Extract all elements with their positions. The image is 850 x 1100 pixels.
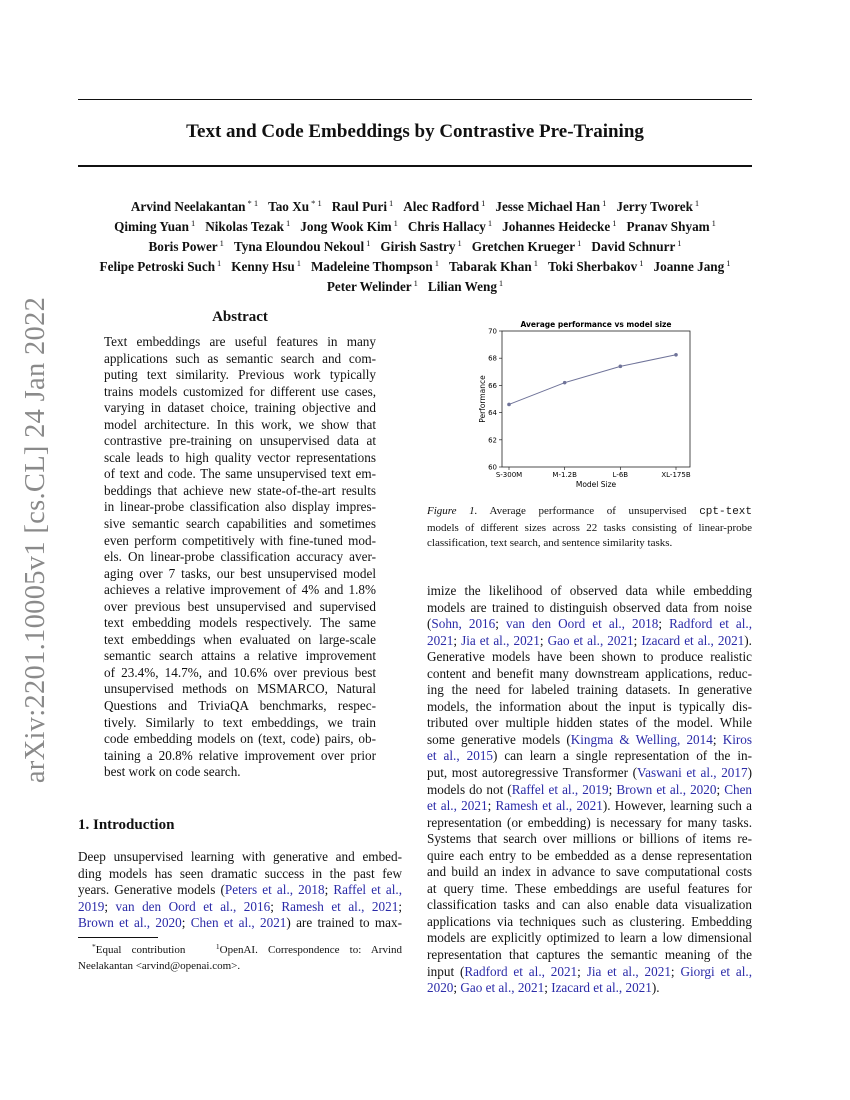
text-segment: tributed over multiple hidden states of the model. While [427,715,752,731]
text-line [78,866,402,883]
text-line [104,367,376,384]
text-segment: code embedding models on (text, code) pairs, ob- [104,731,376,747]
y-tick-label: 60 [488,463,497,472]
citation-link[interactable]: 2019 [78,898,105,914]
text-line [427,864,752,881]
text-segment: puting text similarity. Previous work typically [104,367,376,383]
text-segment: input ( [427,963,465,979]
text-segment: ; [544,980,552,996]
text-line [104,466,376,483]
text-line [427,914,752,931]
author-name: Lilian Weng [427,279,497,294]
text-line [427,616,752,633]
text-segment: even perform competitively with fine-tuned mod- [104,532,376,548]
footnote-rule [78,937,158,938]
author [300,219,398,234]
text-line [104,648,376,665]
text-segment: models do not ( [427,781,512,797]
citation-link[interactable]: Ramesh et al., 2021 [495,798,603,814]
text-segment: applications via techniques such as clustering. Embedding [427,913,752,929]
text-segment: ; [270,898,282,914]
citation-link[interactable]: Raffel et al., [333,882,403,898]
text-line [78,899,402,916]
text-line [104,499,376,516]
text-segment: model architecture. In this work, we show that [104,416,376,432]
text-segment: ; [716,781,725,797]
citation-link[interactable]: Raffel et al., 2019 [511,781,609,797]
footnote-affiliation-mark: 1 [215,942,220,951]
author [654,259,731,274]
caption-text: classification, text search, and sentence similarity tasks. [427,537,673,549]
text-segment: content and benefit many downstream applications, reduc- [427,665,752,681]
text-segment: representation that captures the semantic meaning of the [427,947,752,963]
text-line [78,915,402,932]
caption-code: cpt-text [699,506,752,518]
text-line [104,764,376,781]
abstract-heading: Abstract [212,309,268,325]
caption-text: Average performance of unsupervised [477,505,700,517]
text-segment: ; [633,632,642,648]
citation-link[interactable]: et al., 2021 [427,798,488,814]
text-segment: text embeddings when evaluated on large-scale [104,631,376,647]
text-line [427,666,752,683]
author-affiliation: 1 [389,198,394,208]
author-affiliation: 1 [612,218,617,228]
text-segment: ; [181,915,191,931]
text-segment: of 23.4%, 14.7%, and 10.6% over previous best [104,664,376,680]
author [234,239,370,254]
author [449,259,538,274]
text-line [104,698,376,715]
author [548,259,644,274]
text-line [78,849,402,866]
author-affiliation: 1 [533,258,538,268]
figure-caption [427,504,752,552]
author [502,219,616,234]
author-name: Raul Puri [331,199,388,214]
text-segment: ; [670,963,681,979]
author-row [70,235,760,255]
text-segment: ; [487,798,496,814]
text-line [104,665,376,682]
author-name: Jerry Tworek [616,199,693,214]
caption-text: models of different sizes across 22 tasks consisting of linear-probe [427,521,752,534]
text-segment: aging over 7 tasks, our best unsupervised model [104,565,376,581]
text-line [78,882,402,899]
data-point [563,381,567,385]
author-name: Tabarak Khan [448,259,532,274]
text-line [427,831,752,848]
author-affiliation: 1 [190,218,196,228]
text-line [104,400,376,417]
text-segment: ; [495,616,506,632]
author [380,239,461,254]
text-segment: best work on code search. [104,764,241,780]
footnote-mark: * [92,942,96,951]
arxiv-stamp: arXiv:2201.10005v1 [cs.CL] 24 Jan 2022 [20,296,51,784]
introduction-heading: 1. Introduction [78,817,175,833]
author-name: David Schnurr [591,239,676,254]
author-row [70,215,760,235]
author-name: Madeleine Thompson [310,259,433,274]
author-row [70,195,760,215]
text-segment: beddings that achieve new state-of-the-art results [104,482,376,498]
y-tick-label: 64 [488,409,497,418]
author-row [70,255,760,275]
author [205,219,290,234]
author-affiliation: 1 [487,218,493,228]
text-line [104,351,376,368]
y-tick-label: 66 [488,381,497,390]
text-line [104,549,376,566]
citation-link[interactable]: Jia et al., 2021 [461,632,540,648]
text-segment: varying in dataset choice, training objective and [104,400,376,416]
author-name: Boris Power [148,239,218,254]
citation-link[interactable]: Sohn, 2016 [431,616,496,632]
text-line [427,765,752,782]
author [231,259,301,274]
author-list [70,195,760,295]
citation-link[interactable]: Kingma & Welling, 2014 [570,731,713,747]
author-affiliation: 1 [481,198,486,208]
footnote-correspondence: Neelakantan <arvind@openai.com>. [78,959,241,972]
text-line [104,433,376,450]
text-segment: sive semantic search capabilities and sometimes [104,516,376,532]
text-line [104,334,376,351]
text-segment: scale leads to high quality vector representations [104,449,376,465]
text-segment: Questions and TriviaQA benchmarks, respec- [104,698,376,714]
text-segment: Deep unsupervised learning with generative and embed- [78,849,402,864]
author [403,199,485,214]
text-segment: Generative models have been shown to produce realistic [427,649,752,665]
author-name: Peter Welinder [326,279,412,294]
text-segment: ding models has seen dramatic success in the past few [78,865,402,881]
text-line [427,732,752,749]
author [591,239,681,254]
text-line [104,582,376,599]
text-segment: over previous best unsupervised and supervised [104,598,376,614]
author [472,239,582,254]
text-segment: ; [324,882,334,898]
citation-link[interactable]: 2020 [427,980,454,996]
author-row [70,275,760,295]
citation-link[interactable]: et al., 2015 [427,748,494,764]
text-segment: ( [427,616,432,632]
data-point [619,365,623,369]
title-rule [78,165,752,167]
author-name: Nikolas Tezak [205,219,285,234]
text-segment: text embedding models respectively. The same [104,615,376,631]
citation-link[interactable]: Izacard et al., 2021 [551,980,652,996]
text-segment: models, the information about the input is typically dis- [427,698,752,714]
citation-link[interactable]: Vaswani et al., 2017 [637,765,748,781]
text-segment: Text embeddings are useful features in many [104,334,376,349]
citation-link[interactable]: van den Oord et al., 2016 [115,898,271,914]
author [616,199,699,214]
text-segment: in linear-probe classification also display impres- [104,499,376,515]
text-segment: classification tasks and can also enable data visualization [427,897,752,913]
text-segment: put, most autoregressive Transformer ( [427,765,638,781]
text-segment: achieves a relative improvement of 4% and 1.8% [104,582,376,598]
citation-link[interactable]: Gao et al., 2021 [547,632,634,648]
text-line [427,649,752,666]
author [114,219,195,234]
citation-link[interactable]: Jia et al., 2021 [586,963,671,979]
introduction-text [78,849,402,932]
author [626,219,715,234]
text-segment: els. On linear-probe classification accuracy aver- [104,549,376,565]
performance-chart [460,315,710,495]
author [408,219,492,234]
text-segment: ; [577,963,587,979]
text-line [104,681,376,698]
text-segment: ) can learn a single representation of the in- [493,748,752,764]
x-tick-label: M-1.2B [552,471,577,479]
introduction-text-continued [427,583,752,997]
citation-link[interactable]: Giorgi et al., [680,963,752,979]
text-segment: models are explicitly optimized to learn a low dimensional [427,930,752,946]
text-line [427,633,752,650]
text-segment: years. Generative models ( [78,882,225,898]
text-segment: representation (or embedding) is necessary for many tasks. [427,814,752,830]
caption-label: Figure 1. [427,505,478,517]
author-affiliation: 1 [711,218,716,228]
author-affiliation: 1 [434,258,439,268]
text-segment: contrastive pre-training on unsupervised data at [104,433,376,449]
author-name: Joanne Jang [653,259,725,274]
abstract-text [104,334,376,781]
author-affiliation: 1 [413,278,418,288]
author-affiliation: 1 [498,278,504,288]
text-line [104,483,376,500]
text-segment: models are trained to distinguish observed data from noise [427,599,752,615]
author-name: Felipe Petroski Such [99,259,216,274]
author-name: Pranav Shyam [626,219,710,234]
author-affiliation: 1 [726,258,731,268]
footnote-equal-contribution: Equal contribution [95,944,186,956]
author [495,199,606,214]
author-affiliation: 1 [296,258,301,268]
chart-title: Average performance vs model size [520,320,672,329]
text-line [104,566,376,583]
author-name: Girish Sastry [380,239,456,254]
author-name: Gretchen Krueger [471,239,576,254]
text-line [104,731,376,748]
text-segment: quire each entry to be embedded as a dense representation [427,847,752,863]
x-tick-label: L-6B [612,471,629,479]
author [327,279,418,294]
text-line [427,682,752,699]
text-segment: applications such as semantic search and com- [104,350,376,366]
author-name: Tyna Eloundou Nekoul [233,239,365,254]
author [332,199,394,214]
y-tick-label: 68 [488,354,497,363]
author-name: Toki Sherbakov [547,259,638,274]
citation-link[interactable]: Gao et al., 2021 [460,980,545,996]
text-line [104,599,376,616]
text-segment: unsupervised methods on MSMARCO, Natural [104,681,376,697]
text-segment: ) are trained to max- [286,915,402,931]
author-affiliation: 1 [219,238,224,248]
text-line [427,815,752,832]
author-affiliation: * 1 [311,198,322,208]
series-line [509,355,676,405]
citation-link[interactable]: Brown et al., 2020 [616,781,717,797]
citation-link[interactable]: Brown et al., 2020 [78,915,182,931]
author-name: Arvind Neelakantan [130,199,246,214]
text-segment: ) [747,765,752,781]
citation-link[interactable]: Chen et al., 2021 [190,915,287,931]
y-axis-label: Performance [478,375,487,423]
author [428,279,503,294]
text-line [427,947,752,964]
author [100,259,222,274]
text-line [104,632,376,649]
text-line [427,897,752,914]
citation-link[interactable]: Radford et al., 2021 [464,963,578,979]
text-segment: ). [744,632,752,648]
y-tick-label: 70 [488,327,497,336]
x-tick-label: XL-175B [661,471,691,479]
author [148,239,223,254]
author-affiliation: * 1 [247,198,259,208]
text-segment: ). [651,980,660,996]
author-affiliation: 1 [677,238,682,248]
data-point [507,403,511,407]
text-line [427,748,752,765]
author-name: Tao Xu [268,199,310,214]
text-line [104,615,376,632]
text-segment: ; [712,731,723,747]
text-segment: tively. Similarly to text embeddings, we train [104,714,376,730]
text-line [427,699,752,716]
citation-link[interactable]: van den Oord et al., 2018 [505,616,659,632]
author-affiliation: 1 [639,258,644,268]
data-point [674,353,678,357]
text-line [104,748,376,765]
text-line [427,715,752,732]
text-line [104,715,376,732]
text-line [427,782,752,799]
text-segment: Systems that search over millions or billions of items re- [427,831,752,847]
text-segment: ; [608,781,617,797]
author-name: Qiming Yuan [114,219,189,234]
text-line [427,583,752,600]
text-line [427,980,752,997]
text-segment: ; [104,898,116,914]
author-name: Jong Wook Kim [300,219,392,234]
citation-link[interactable]: Kiros [722,731,752,747]
text-segment: imize the likelihood of observed data while embedding [427,583,752,598]
y-tick-label: 62 [488,436,497,445]
footnote-affiliation: OpenAI. Correspondence to: Arvind [219,944,402,956]
author-affiliation: 1 [366,238,371,248]
citation-link[interactable]: Ramesh et al., 2021 [281,898,399,914]
text-segment: trains models customized for different use cases, [104,383,376,399]
text-segment: ; [453,980,461,996]
plot-frame [502,331,690,467]
text-segment: ). However, learning such a [602,798,752,814]
paper-title: Text and Code Embeddings by Contrastive Pre-Training [186,121,644,142]
text-segment: ; [453,632,462,648]
text-segment: ; [658,616,670,632]
text-line [104,516,376,533]
text-segment: some generative models ( [427,731,571,747]
text-segment: of text and code. The same unsupervised text em- [104,466,376,482]
author-affiliation: 1 [602,198,607,208]
author-affiliation: 1 [694,198,700,208]
text-line [427,848,752,865]
author-name: Jesse Michael Han [495,199,601,214]
citation-link[interactable]: Izacard et al., 2021 [641,632,745,648]
text-line [427,798,752,815]
text-line [104,533,376,550]
author-name: Chris Hallacy [407,219,486,234]
text-line [427,881,752,898]
citation-link[interactable]: Chen [724,781,753,797]
citation-link[interactable]: Peters et al., 2018 [224,882,325,898]
author-name: Kenny Hsu [231,259,295,274]
text-line [104,417,376,434]
author-affiliation: 1 [577,238,582,248]
text-line [427,930,752,947]
author-affiliation: 1 [457,238,462,248]
text-segment: at query time. These embeddings are useful features for [427,880,752,896]
text-line [427,964,752,981]
citation-link[interactable]: 2021 [427,632,454,648]
text-segment: and build an index in advance to save computational costs [427,864,752,880]
text-line [427,600,752,617]
text-line [104,384,376,401]
author-affiliation: 1 [393,218,398,228]
citation-link[interactable]: Radford et al., [669,616,753,632]
author [311,259,439,274]
author-name: Alec Radford [403,199,480,214]
x-axis-label: Model Size [575,480,617,489]
text-segment: ; [539,632,548,648]
x-tick-label: S-300M [495,471,523,479]
text-line [104,450,376,467]
author-name: Johannes Heidecke [502,219,611,234]
text-segment: ing the need for labeled training datasets. In generative [427,682,752,698]
text-segment: semantic search attains a relative improvement [104,648,376,664]
top-rule [78,99,752,100]
author [268,199,322,214]
text-segment: ; [398,898,402,914]
footnote [78,939,402,974]
text-segment: taining a 20.8% relative improvement over prior [104,747,376,763]
author-affiliation: 1 [217,258,222,268]
author-affiliation: 1 [286,218,291,228]
author [131,199,258,214]
